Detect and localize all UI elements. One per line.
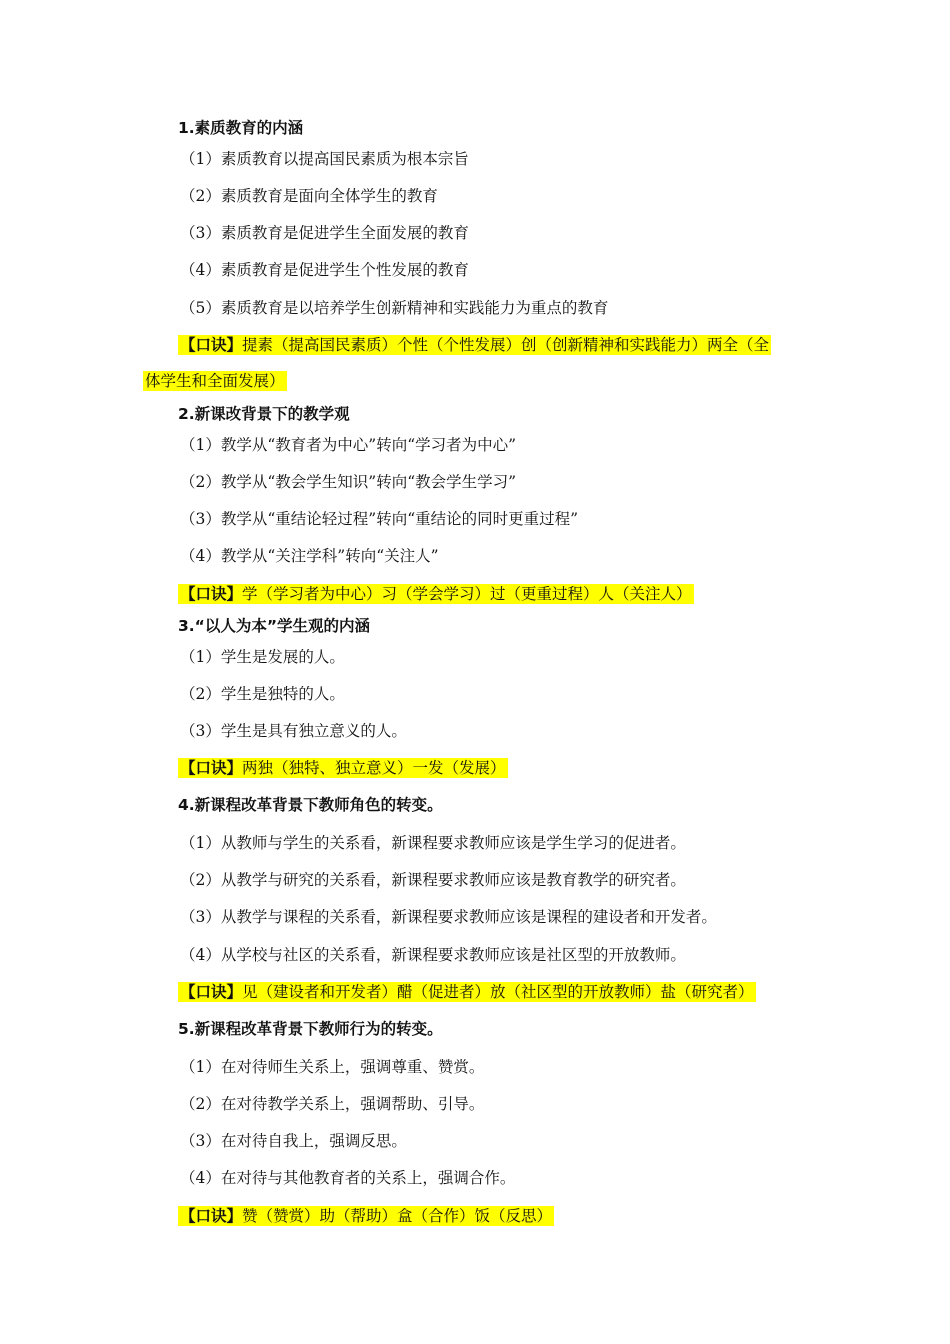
section-1-item-4: （4）素质教育是促进学生个性发展的教育 <box>180 261 469 279</box>
section-2-heading: 2.新课改背景下的教学观 <box>178 405 350 423</box>
section-2-item-3: （3）教学从“重结论轻过程”转向“重结论的同时更重过程” <box>180 510 579 528</box>
section-4-heading: 4.新课程改革背景下教师角色的转变。 <box>178 796 443 814</box>
section-3-heading: 3.“以人为本”学生观的内涵 <box>178 617 371 635</box>
section-5-mnemonic <box>178 1205 554 1227</box>
section-4-item-1: （1）从教师与学生的关系看，新课程要求教师应该是学生学习的促进者。 <box>180 834 686 852</box>
section-2-item-1: （1）教学从“教育者为中心”转向“学习者为中心” <box>180 436 517 454</box>
section-1-item-3: （3）素质教育是促进学生全面发展的教育 <box>180 224 469 242</box>
mnemonic-text: 见（建设者和开发者）醋（促进者）放（社区型的开放教师）盐（研究者） <box>242 983 754 1001</box>
section-4-item-3: （3）从教学与课程的关系看，新课程要求教师应该是课程的建设者和开发者。 <box>180 908 717 926</box>
section-3-mnemonic <box>178 757 508 779</box>
section-4-item-4: （4）从学校与社区的关系看，新课程要求教师应该是社区型的开放教师。 <box>180 946 686 964</box>
section-1-item-1: （1）素质教育以提高国民素质为根本宗旨 <box>180 150 469 168</box>
mnemonic-tag: 【口诀】 <box>180 1207 243 1225</box>
mnemonic-text: 赞（赞赏）助（帮助）盒（合作）饭（反思） <box>242 1207 553 1225</box>
section-5-item-4: （4）在对待与其他教育者的关系上，强调合作。 <box>180 1169 516 1187</box>
section-1-heading: 1.素质教育的内涵 <box>178 119 304 137</box>
section-1-mnemonic <box>143 327 813 399</box>
section-5-item-1: （1）在对待师生关系上，强调尊重、赞赏。 <box>180 1058 485 1076</box>
mnemonic-tag: 【口诀】 <box>180 983 243 1001</box>
section-4-mnemonic <box>178 981 756 1003</box>
section-3-item-1: （1）学生是发展的人。 <box>180 648 345 666</box>
mnemonic-text: 学（学习者为中心）习（学会学习）过（更重过程）人（关注人） <box>242 585 692 603</box>
section-2-item-2: （2）教学从“教会学生知识”转向“教会学生学习” <box>180 473 517 491</box>
section-1-item-2: （2）素质教育是面向全体学生的教育 <box>180 187 438 205</box>
section-5-item-2: （2）在对待教学关系上，强调帮助、引导。 <box>180 1095 485 1113</box>
mnemonic-text-line2: 体学生和全面发展） <box>145 372 285 390</box>
section-1-item-5: （5）素质教育是以培养学生创新精神和实践能力为重点的教育 <box>180 299 609 317</box>
section-2-item-4: （4）教学从“关注学科”转向“关注人” <box>180 547 439 565</box>
mnemonic-text: 两独（独特、独立意义）一发（发展） <box>242 759 506 777</box>
section-5-heading: 5.新课程改革背景下教师行为的转变。 <box>178 1020 443 1038</box>
section-3-item-2: （2）学生是独特的人。 <box>180 685 345 703</box>
mnemonic-tag: 【口诀】 <box>180 759 243 777</box>
mnemonic-tag: 【口诀】 <box>180 585 243 603</box>
mnemonic-text-line1: 提素（提高国民素质）个性（个性发展）创（创新精神和实践能力）两全（全 <box>242 336 770 354</box>
section-3-item-3: （3）学生是具有独立意义的人。 <box>180 722 407 740</box>
section-4-item-2: （2）从教学与研究的关系看，新课程要求教师应该是教育教学的研究者。 <box>180 871 686 889</box>
mnemonic-tag: 【口诀】 <box>180 336 243 354</box>
section-5-item-3: （3）在对待自我上，强调反思。 <box>180 1132 407 1150</box>
section-2-mnemonic <box>178 583 694 605</box>
